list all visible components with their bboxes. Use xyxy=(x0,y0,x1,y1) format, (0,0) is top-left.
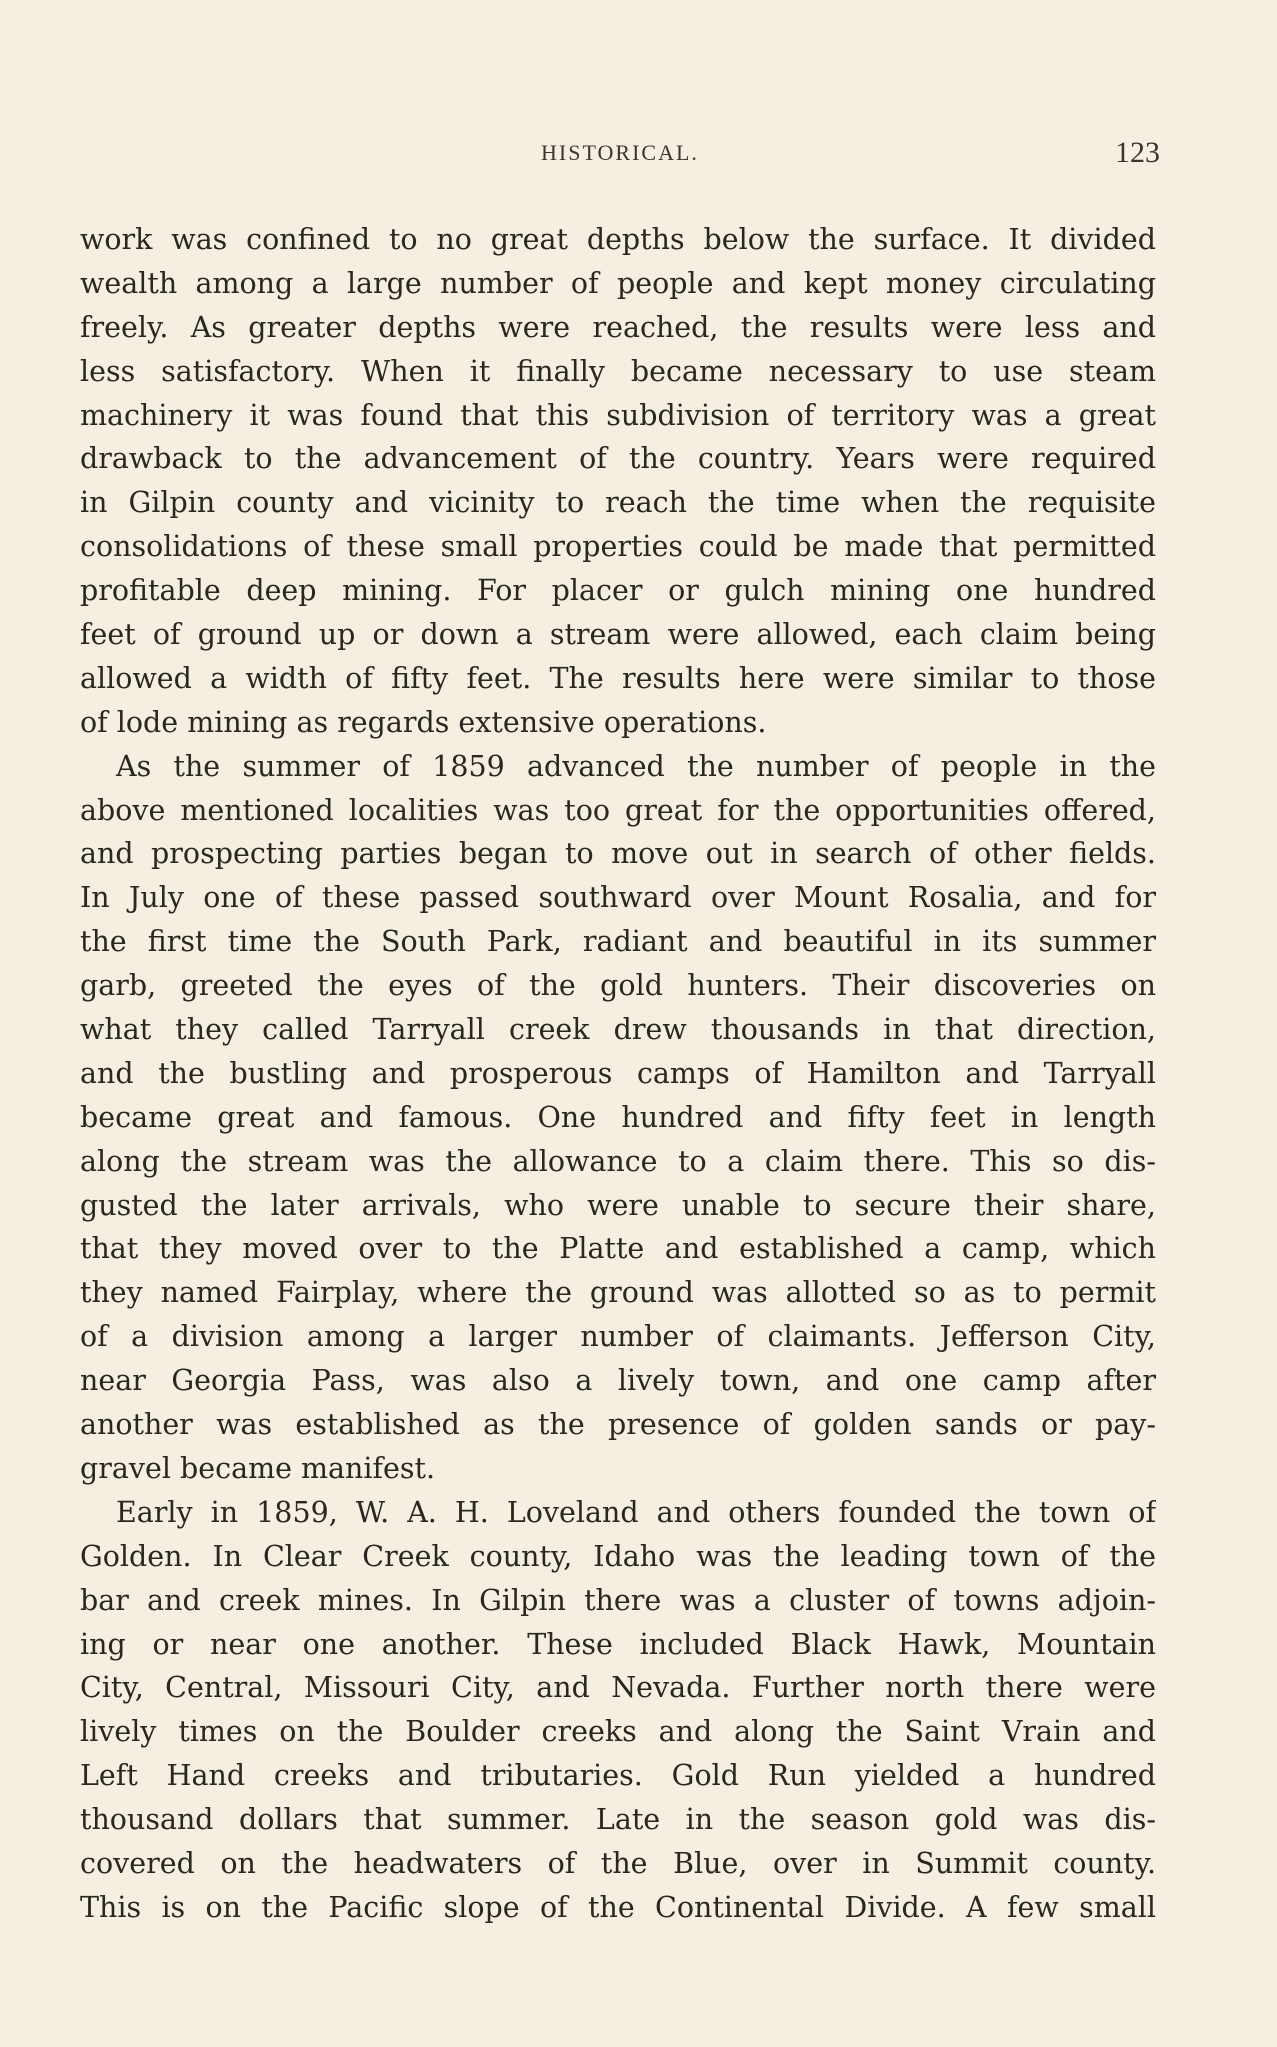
text-line: of a division among a larger number of claimants. Jefferson City, xyxy=(80,1320,1156,1354)
text-line: what they called Tarryall creek drew thousands in that direction, xyxy=(80,1013,1156,1047)
text-line: covered on the headwaters of the Blue, over in Summit county. xyxy=(80,1846,1156,1880)
text-line: along the stream was the allowance to a claim there. This so dis- xyxy=(80,1144,1156,1178)
running-title: HISTORICAL. xyxy=(541,140,699,165)
text-line: freely. As greater depths were reached, the results were less and xyxy=(80,310,1156,344)
text-line: drawback to the advancement of the country. Years were required xyxy=(80,442,1156,476)
text-line: lively times on the Boulder creeks and along the Saint Vrain and xyxy=(80,1715,1156,1749)
text-line: less satisfactory. When it finally became necessary to use steam xyxy=(80,354,1156,388)
text-line: machinery it was found that this subdivision of territory was a great xyxy=(80,398,1156,432)
text-line: profitable deep mining. For placer or gulch mining one hundred xyxy=(80,574,1156,608)
text-line: another was established as the presence of golden sands or pay- xyxy=(80,1408,1156,1442)
text-line: Golden. In Clear Creek county, Idaho was the leading town of the xyxy=(80,1539,1156,1573)
running-head xyxy=(80,136,1160,176)
text-line: and the bustling and prosperous camps of Hamilton and Tarryall xyxy=(80,1056,1156,1090)
text-line: became great and famous. One hundred and fifty feet in length xyxy=(80,1100,1156,1134)
text-line: consolidations of these small properties could be made that permitted xyxy=(80,530,1156,564)
text-line: thousand dollars that summer. Late in the season gold was dis- xyxy=(80,1803,1156,1837)
text-line: In July one of these passed southward over Mount Rosalia, and for xyxy=(80,881,1156,915)
text-line: Left Hand creeks and tributaries. Gold Run yielded a hundred xyxy=(80,1759,1156,1793)
text-line: they named Fairplay, where the ground was allotted so as to permit xyxy=(80,1276,1156,1310)
text-line: work was confined to no great depths below the surface. It divided xyxy=(80,223,1156,256)
page-number: 123 xyxy=(1115,136,1160,169)
text-line: As the summer of 1859 advanced the number of people in the xyxy=(116,749,1156,783)
text-line: allowed a width of fifty feet. The results here were similar to those xyxy=(80,661,1156,695)
text-line: feet of ground up or down a stream were allowed, each claim being xyxy=(80,618,1156,652)
text-line: in Gilpin county and vicinity to reach the time when the requisite xyxy=(80,486,1156,520)
text-line: the first time the South Park, radiant and beautiful in its summer xyxy=(80,925,1156,959)
text-line: wealth among a large number of people and kept money circulating xyxy=(80,266,1156,300)
text-line: garb, greeted the eyes of the gold hunters. Their discoveries on xyxy=(80,969,1156,1003)
text-line: ing or near one another. These included Black Hawk, Mountain xyxy=(80,1627,1156,1661)
body-text xyxy=(80,218,1156,1930)
text-line: This is on the Pacific slope of the Continental Divide. A few small xyxy=(80,1890,1156,1924)
text-line: bar and creek mines. In Gilpin there was a cluster of towns adjoin- xyxy=(80,1583,1156,1617)
text-line: of lode mining as regards extensive operations. xyxy=(80,705,767,739)
text-line: gusted the later arrivals, who were unable to secure their share, xyxy=(80,1188,1156,1222)
text-line: gravel became manifest. xyxy=(80,1451,436,1485)
text-line: and prospecting parties began to move out in search of other fields. xyxy=(80,837,1156,871)
text-line: City, Central, Missouri City, and Nevada. Further north there were xyxy=(80,1671,1156,1705)
text-line: Early in 1859, W. A. H. Loveland and others founded the town of xyxy=(116,1495,1156,1529)
text-line: near Georgia Pass, was also a lively town, and one camp after xyxy=(80,1364,1156,1398)
text-line: that they moved over to the Platte and established a camp, which xyxy=(80,1232,1156,1266)
text-line: above mentioned localities was too great for the opportunities offered, xyxy=(80,793,1156,827)
